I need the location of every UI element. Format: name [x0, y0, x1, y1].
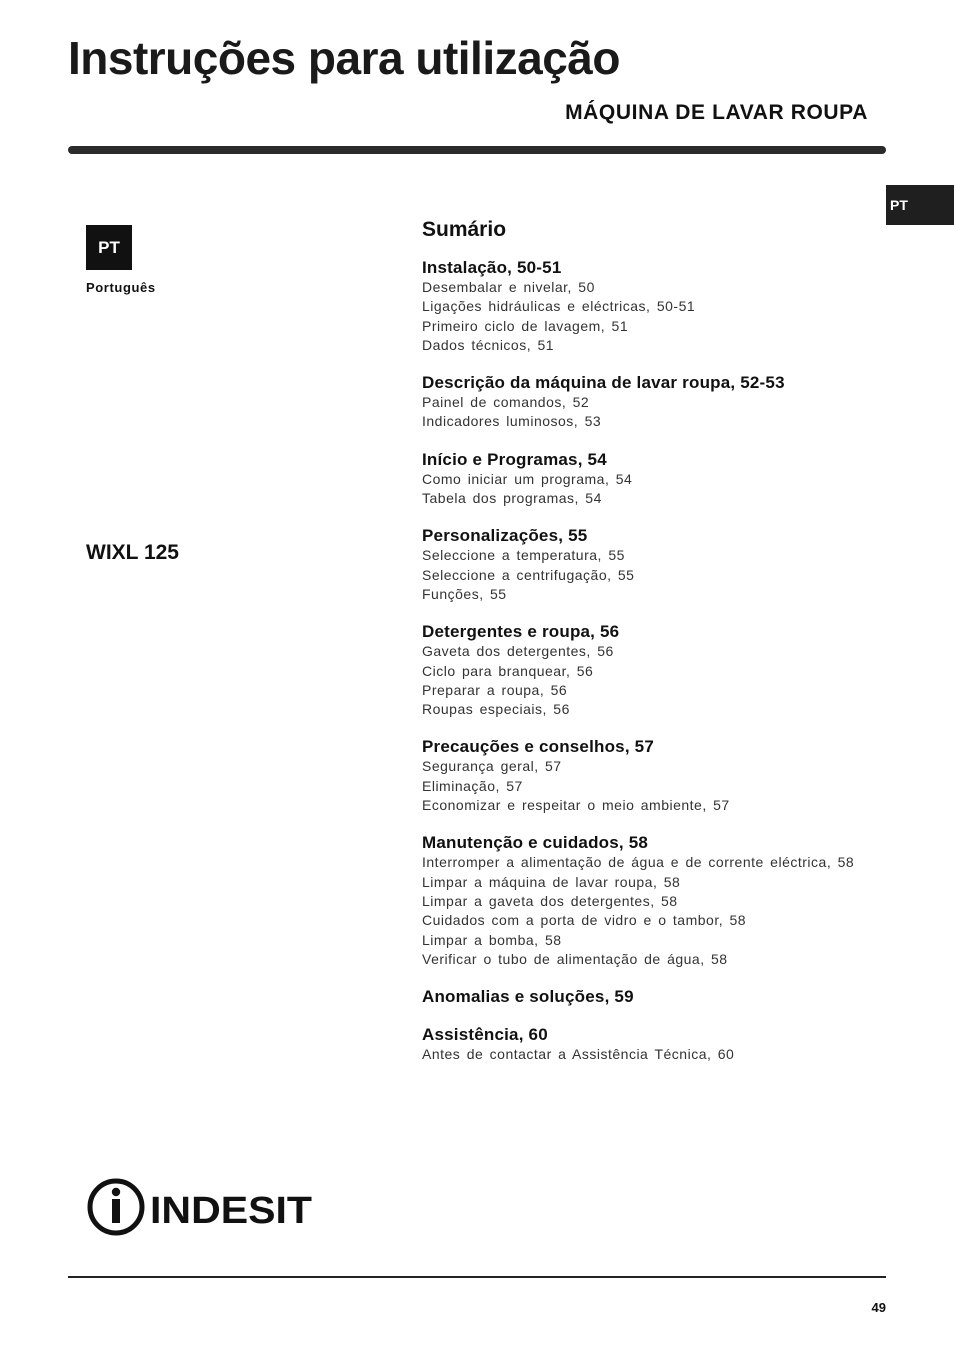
toc-entry: Roupas especiais, 56 — [422, 701, 570, 718]
table-of-contents — [422, 216, 892, 1082]
toc-entry: Ligações hidráulicas e eléctricas, 50-51 — [422, 298, 696, 315]
toc-entry: Dados técnicos, 51 — [422, 336, 555, 353]
logo-wordmark: INDESIT — [150, 1190, 312, 1232]
toc-sections — [422, 258, 892, 1064]
footer-rule — [68, 1276, 886, 1278]
model-name: WIXL 125 — [86, 541, 179, 564]
toc-entry: Antes de contactar a Assistência Técnica, 60 — [422, 1046, 735, 1063]
language-badge: PT — [86, 225, 132, 270]
indesit-logo — [86, 1176, 316, 1243]
toc-entry: Segurança geral, 57 — [422, 758, 562, 775]
toc-entry: Economizar e respeitar o meio ambiente, 57 — [422, 797, 730, 814]
toc-entry: Painel de comandos, 52 — [422, 394, 590, 411]
toc-entry: Limpar a bomba, 58 — [422, 931, 562, 948]
page-number: 49 — [871, 1300, 886, 1315]
header-rule — [68, 146, 886, 154]
toc-entry: Cuidados com a porta de vidro e o tambor, 58 — [422, 912, 747, 929]
page-subtitle: MÁQUINA DE LAVAR ROUPA — [565, 101, 868, 124]
toc-section-title: Assistência, 60 — [422, 1025, 548, 1045]
toc-section-title: Precauções e conselhos, 57 — [422, 737, 654, 757]
toc-section-title: Anomalias e soluções, 59 — [422, 987, 634, 1007]
toc-entry: Verificar o tubo de alimentação de água, 58 — [422, 950, 728, 967]
toc-section-title: Personalizações, 55 — [422, 526, 588, 546]
toc-entry: Seleccione a centrifugação, 55 — [422, 566, 635, 583]
toc-entry: Limpar a máquina de lavar roupa, 58 — [422, 873, 681, 890]
indesit-logo-icon — [86, 1176, 316, 1238]
toc-entry: Gaveta dos detergentes, 56 — [422, 643, 614, 660]
toc-section-title: Detergentes e roupa, 56 — [422, 622, 620, 642]
page-title: Instruções para utilização — [68, 32, 620, 84]
toc-section — [422, 1025, 892, 1064]
toc-entry: Tabela dos programas, 54 — [422, 490, 602, 507]
toc-entry: Como iniciar um programa, 54 — [422, 470, 633, 487]
toc-section-title: Manutenção e cuidados, 58 — [422, 833, 649, 853]
toc-entry: Indicadores luminosos, 53 — [422, 413, 602, 430]
toc-entry: Limpar a gaveta dos detergentes, 58 — [422, 892, 678, 909]
toc-section — [422, 987, 892, 1007]
toc-section — [422, 450, 892, 509]
toc-section-title: Descrição da máquina de lavar roupa, 52-53 — [422, 373, 785, 393]
toc-entry: Ciclo para branquear, 56 — [422, 662, 594, 679]
toc-section — [422, 737, 892, 815]
toc-entry: Interromper a alimentação de água e de corrente eléctrica, 58 — [422, 854, 855, 871]
toc-entry: Eliminação, 57 — [422, 777, 523, 794]
toc-section-title: Início e Programas, 54 — [422, 449, 607, 469]
toc-section — [422, 373, 892, 432]
toc-section — [422, 526, 892, 604]
toc-section — [422, 622, 892, 719]
toc-section — [422, 258, 892, 355]
toc-entry: Seleccione a temperatura, 55 — [422, 547, 625, 564]
toc-section — [422, 833, 892, 969]
toc-entry: Desembalar e nivelar, 50 — [422, 279, 595, 295]
toc-entry: Funções, 55 — [422, 585, 507, 602]
language-side-tab: PT — [886, 185, 954, 225]
toc-entry: Preparar a roupa, 56 — [422, 681, 568, 698]
toc-section-title: Instalação, 50-51 — [422, 258, 562, 277]
language-name: Português — [86, 280, 156, 295]
toc-heading: Sumário — [422, 218, 507, 241]
toc-entry: Primeiro ciclo de lavagem, 51 — [422, 317, 629, 334]
